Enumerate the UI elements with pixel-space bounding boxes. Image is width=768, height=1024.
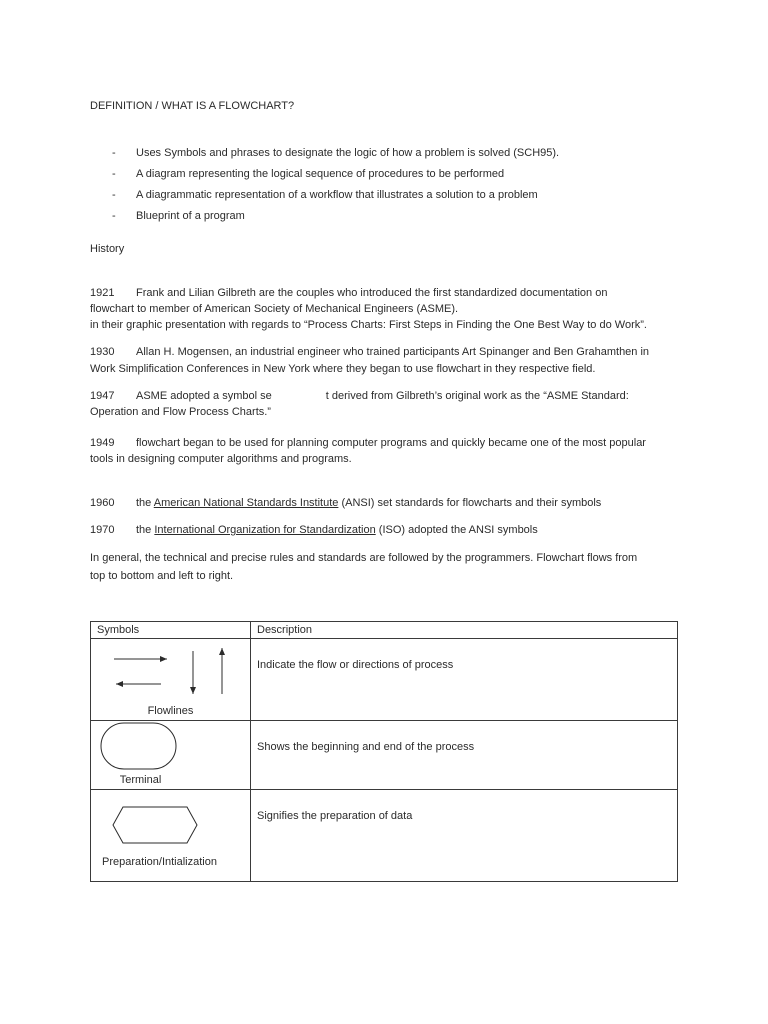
history-text: Work Simplification Conferences in New York where they began to use flowchart in they respective field. xyxy=(90,363,596,375)
preparation-description: Signifies the preparation of data xyxy=(257,810,413,822)
general-text: top to bottom and left to right. xyxy=(90,570,234,582)
definition-list xyxy=(112,145,559,229)
history-text: ASME adopted a symbol se xyxy=(136,390,272,402)
bullet-dash: - xyxy=(112,168,116,180)
history-year: 1970 xyxy=(90,524,115,536)
history-year: 1960 xyxy=(90,497,115,509)
history-text: flowchart began to be used for planning computer programs and quickly became one of the most popular xyxy=(136,437,646,449)
definition-text: A diagram representing the logical sequence of procedures to be performed xyxy=(136,168,505,180)
history-text: Operation and Flow Process Charts.” xyxy=(90,406,271,418)
history-entry-1960 xyxy=(90,495,601,511)
terminal-symbol-cell xyxy=(91,721,250,789)
history-year: 1949 xyxy=(90,437,115,449)
history-text: (ISO) adopted the ANSI symbols xyxy=(378,524,538,536)
list-item xyxy=(112,187,559,208)
table-row xyxy=(91,639,678,721)
history-year: 1947 xyxy=(90,390,115,402)
history-text: tools in designing computer algorithms and programs. xyxy=(90,453,352,465)
bullet-dash: - xyxy=(112,147,116,159)
flowlines-label: Flowlines xyxy=(147,705,194,717)
history-year: 1930 xyxy=(90,346,115,358)
iso-link[interactable]: International Organization for Standardization xyxy=(154,524,376,536)
preparation-symbol-cell xyxy=(91,790,250,881)
list-item xyxy=(112,145,559,166)
history-text: Frank and Lilian Gilbreth are the couples who introduced the first standardized documentation on xyxy=(136,287,608,299)
definition-text: A diagrammatic representation of a workflow that illustrates a solution to a problem xyxy=(136,189,538,201)
general-text: In general, the technical and precise rules and standards are followed by the programmers. Flowchart flows from xyxy=(90,552,638,564)
definition-text: Uses Symbols and phrases to designate the logic of how a problem is solved (SCH95). xyxy=(136,147,560,159)
history-text: in their graphic presentation with regards to “Process Charts: First Steps in Finding the One Best Way to do Work”. xyxy=(90,319,647,331)
table-header-row xyxy=(91,622,678,639)
terminal-label: Terminal xyxy=(119,774,162,786)
history-text: (ANSI) set standards for flowcharts and their symbols xyxy=(341,497,602,509)
list-item xyxy=(112,208,559,229)
history-entry-1970 xyxy=(90,522,538,538)
history-text: t derived from Gilbreth’s original work as the “ASME Standard: xyxy=(325,390,629,402)
history-year: 1921 xyxy=(90,287,115,299)
history-text: Allan H. Mogensen, an industrial engineer who trained participants Art Spinanger and Ben Grahamthen in xyxy=(136,346,650,358)
bullet-dash: - xyxy=(112,210,116,222)
ansi-link[interactable]: American National Standards Institute xyxy=(153,497,339,509)
list-item xyxy=(112,166,559,187)
history-text: the xyxy=(136,524,152,536)
history-text: the xyxy=(136,497,152,509)
column-header-symbols: Symbols xyxy=(97,624,140,636)
history-heading: History xyxy=(90,243,125,255)
symbols-table xyxy=(90,621,678,882)
definition-text: Blueprint of a program xyxy=(136,210,245,222)
flowlines-description: Indicate the flow or directions of process xyxy=(257,659,454,671)
history-text: flowchart to member of American Society of Mechanical Engineers (ASME). xyxy=(90,303,459,315)
table-row xyxy=(91,721,678,790)
page-title: DEFINITION / WHAT IS A FLOWCHART? xyxy=(90,100,295,112)
bullet-dash: - xyxy=(112,189,116,201)
preparation-label: Preparation/Intialization xyxy=(102,856,217,868)
flowlines-symbol-cell xyxy=(91,639,250,720)
table-row xyxy=(91,790,678,882)
column-header-description: Description xyxy=(257,624,313,636)
terminal-description: Shows the beginning and end of the process xyxy=(257,741,475,753)
